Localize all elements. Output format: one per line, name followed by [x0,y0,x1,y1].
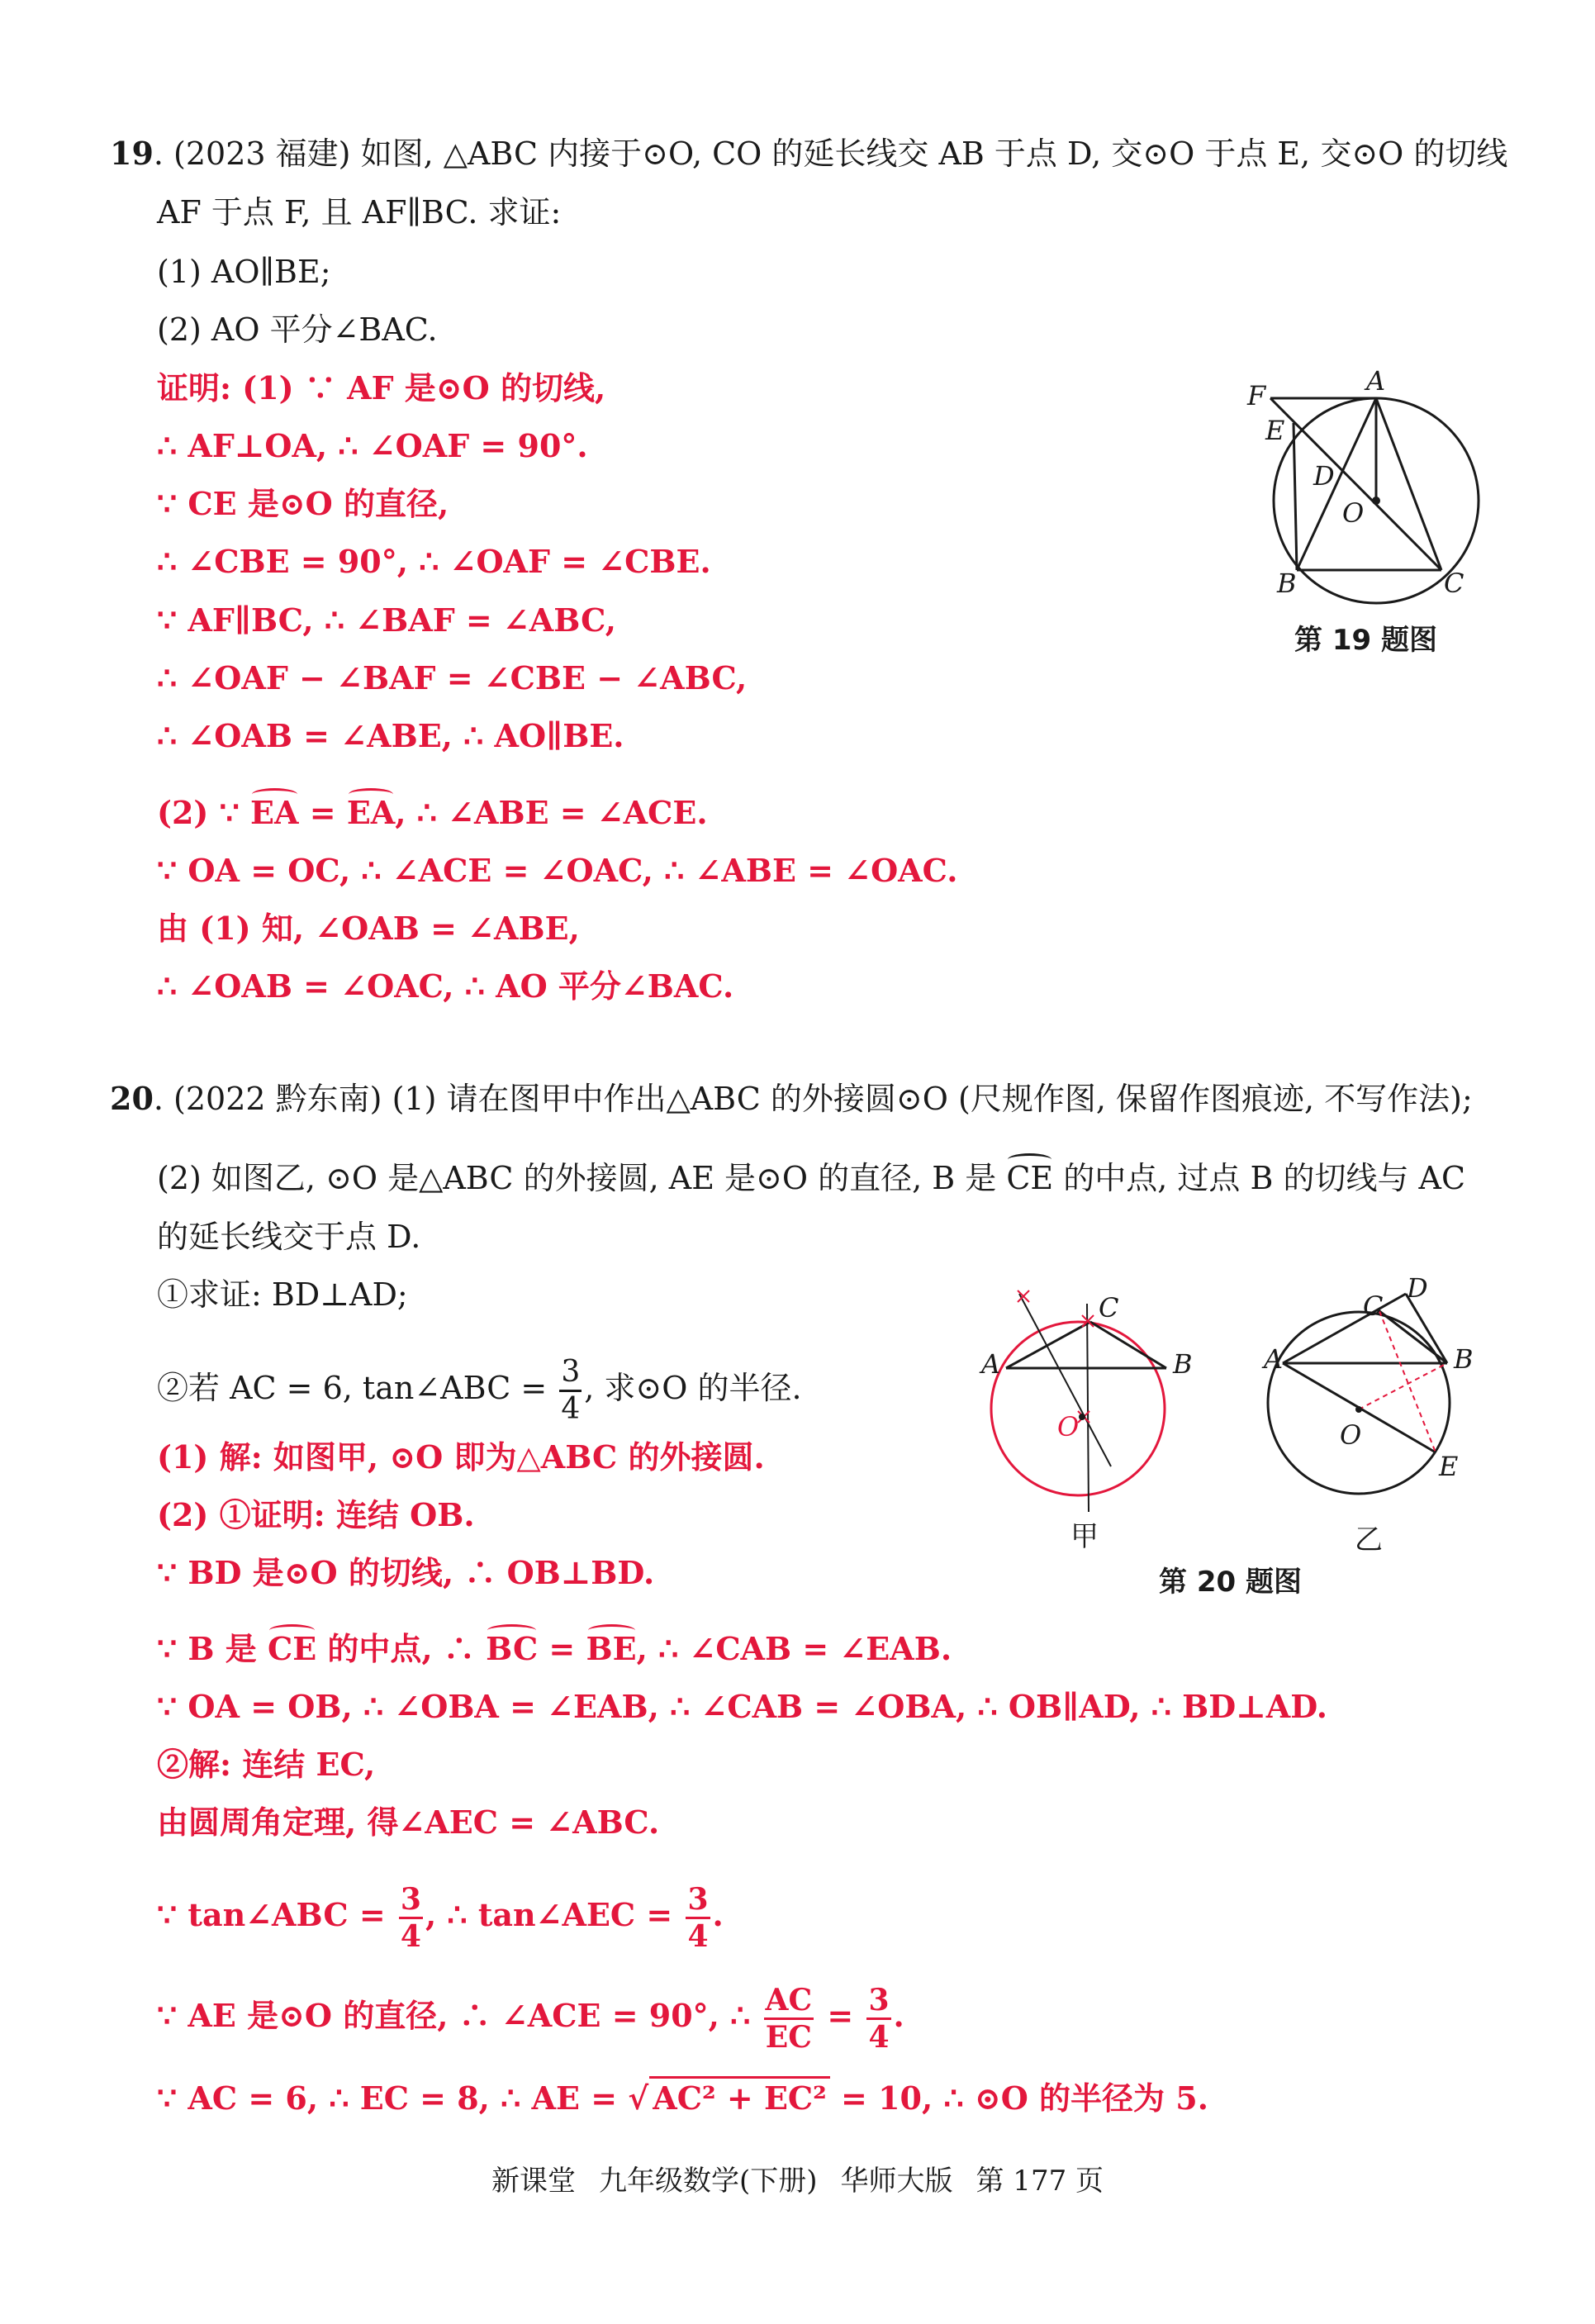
q20-stem-line2 [157,1158,1465,1198]
q20-s9-frac1-num: AC [764,1983,814,2020]
q20-sub-caption-yi: 乙 [1355,1523,1383,1556]
q19-sol-line3: ∵ CE 是⊙O 的直径, [157,485,449,522]
q19-figure-caption: 第 19 题图 [1294,624,1437,657]
q20-s8-frac2-den: 4 [687,1919,709,1954]
q20-sol-line2: (2) ①证明: 连结 OB. [157,1496,475,1533]
q19-sol-line4: ∴ ∠CBE = 90°, ∴ ∠OAF = ∠CBE. [157,543,711,580]
q20-jia-label-b: B [1173,1348,1193,1380]
footer-series: 新课堂 [491,2165,576,2198]
q20-item2-num: 3 [559,1355,582,1392]
q19-label-f: F [1247,380,1266,411]
q20-item2-post: , 求⊙O 的半径. [584,1370,802,1406]
q20-s8-frac1-den: 4 [400,1919,421,1954]
q19-stem-line2: AF 于点 F, 且 AF∥BC. 求证: [157,194,562,230]
q20-jia-label-o: O [1057,1411,1080,1442]
q19-number: 19 [110,135,154,172]
q20-yi-label-e: E [1439,1451,1459,1482]
q19-sol3-line1: ∵ OA = OC, ∴ ∠ACE = ∠OAC, ∴ ∠ABE = ∠OAC. [157,852,958,889]
q19-sol2-pre: (2) ∵ [157,794,251,831]
q20-s9-eq: = [816,1997,865,2034]
q20-figure-yi [1261,1272,1474,1494]
q20-s4-mid: 的中点, ∴ [316,1630,487,1667]
q20-s4-arc3: BE [586,1630,637,1667]
q20-yi-dashed-ob [1359,1363,1447,1409]
q20-yi-line-ad [1283,1294,1406,1363]
q20-stem2-pre: (2) 如图乙, ⊙O 是△ABC 的外接圆, AE 是⊙O 的直径, B 是 [157,1160,1007,1196]
q19-part2: (2) AO 平分∠BAC. [157,311,438,348]
q20-s4-arc2: BC [486,1630,539,1667]
q20-s10-radicand: AC² + EC² [649,2076,830,2118]
q19-line-be [1294,423,1297,570]
footer-edition: 华师大版 [840,2165,953,2198]
q19-sol2-arc1: EA [250,794,299,831]
q20-yi-label-b: B [1454,1343,1474,1375]
q19-sol3-line3: ∴ ∠OAB = ∠OAC, ∴ AO 平分∠BAC. [157,967,734,1005]
q19-sol2-arc2: EA [346,794,396,831]
q19-center-dot [1372,497,1380,505]
q20-s8-frac1 [399,1882,423,1954]
q20-s9-frac1-den: EC [765,2020,812,2055]
q19-stem-line1 [110,134,1507,173]
q20-s8-frac2-num: 3 [686,1882,710,1919]
q19-line-ac [1376,398,1441,570]
q20-sol-line4 [157,1629,952,1669]
q20-s9-frac1 [764,1983,814,2055]
q19-label-c: C [1444,568,1464,599]
q19-sol-line7: ∴ ∠OAB = ∠ABE, ∴ AO∥BE. [157,717,624,754]
q20-sub-caption-jia: 甲 [1070,1520,1099,1553]
q20-stem2-post: 的中点, 过点 B 的切线与 AC [1053,1160,1466,1196]
q20-sol-line10 [157,2076,1208,2118]
q20-s9-frac2-num: 3 [866,1983,890,2020]
q19-sol2-post: , ∴ ∠ABE = ∠ACE. [395,794,708,831]
q19-sol-line1: 证明: (1) ∵ AF 是⊙O 的切线, [157,369,606,406]
q20-jia-label-a: A [981,1348,1001,1380]
q20-s4-post: , ∴ ∠CAB = ∠EAB. [636,1630,952,1667]
q19-stem-text1: . (2023 福建) 如图, △ABC 内接于⊙O, CO 的延长线交 AB 于点 D, 交⊙O 于点 E, 交⊙O 的切线 [153,135,1508,172]
q19-sol3-line2: 由 (1) 知, ∠OAB = ∠ABE, [157,910,580,947]
q20-number: 20 [110,1080,154,1117]
q20-yi-label-o: O [1340,1419,1362,1451]
page-footer [0,2158,1595,2198]
q20-jia-circumcircle [991,1322,1165,1495]
q19-part1: (1) AO∥BE; [157,254,331,290]
q20-stem2-arc: CE [1006,1160,1054,1196]
q20-s8-frac1-num: 3 [399,1882,423,1919]
q20-jia-line-bc [1090,1322,1166,1368]
q20-item2-fraction [559,1355,582,1427]
q20-sol-line9 [157,1983,904,2055]
q20-sol-line6: ②解: 连结 EC, [157,1746,376,1783]
q19-label-b: B [1277,568,1297,599]
q20-stem-line3: 的延长线交于点 D. [157,1219,421,1255]
q20-s8-frac2 [686,1882,710,1954]
q19-figure [1239,364,1503,611]
q20-sol-line1: (1) 解: 如图甲, ⊙O 即为△ABC 的外接圆. [157,1438,765,1476]
q20-s4-arc1: CE [267,1630,317,1667]
q19-label-o: O [1342,497,1365,529]
footer-page-number: 第 177 页 [976,2165,1104,2198]
q20-s9-frac2-den: 4 [868,2020,890,2055]
q20-figure [966,1264,1503,1545]
footer-book: 九年级数学(下册) [598,2165,818,2198]
q20-yi-label-c: C [1363,1290,1384,1322]
q19-sol-line6: ∴ ∠OAF − ∠BAF = ∠CBE − ∠ABC, [157,659,748,696]
q20-jia-center-dot [1079,1414,1085,1420]
q19-sol-line2: ∴ AF⊥OA, ∴ ∠OAF = 90°. [157,427,588,464]
q20-figure-caption: 第 20 题图 [1159,1566,1302,1599]
q20-yi-center-dot [1355,1406,1362,1413]
q20-stem-line1 [110,1079,1473,1119]
q20-item2-pre: ②若 AC = 6, tan∠ABC = [157,1370,558,1406]
q20-sol-line8 [157,1882,724,1954]
q20-stem-text1: . (2022 黔东南) (1) 请在图甲中作出△ABC 的外接圆⊙O (尺规作图, 保留作图痕迹, 不写作法); [153,1081,1473,1117]
q20-s8-mid: , ∴ tan∠AEC = [425,1896,684,1933]
q19-label-a: A [1366,365,1386,397]
q20-s4-eq: = [538,1630,586,1667]
q20-yi-label-d: D [1407,1272,1428,1304]
q20-jia-label-c: C [1099,1292,1119,1324]
q20-s9-pre: ∵ AE 是⊙O 的直径, ∴ ∠ACE = 90°, ∴ [157,1997,762,2034]
q19-sol2-line1 [157,793,708,833]
q19-sol-line5: ∵ AF∥BC, ∴ ∠BAF = ∠ABC, [157,601,616,639]
q20-sol-line5: ∵ OA = OB, ∴ ∠OBA = ∠EAB, ∴ ∠CAB = ∠OBA, ∴ OB∥AD, ∴ BD⊥AD. [157,1688,1328,1725]
q20-s10-post: = 10, ∴ ⊙O 的半径为 5. [829,2079,1208,2117]
q20-item1: ①求证: BD⊥AD; [157,1276,408,1313]
q20-item2 [157,1355,802,1427]
q20-s8-post: . [712,1896,724,1933]
q19-label-d: D [1313,460,1335,492]
q20-figure-jia [979,1290,1193,1512]
q20-item2-den: 4 [561,1392,581,1426]
q20-yi-circle [1268,1312,1450,1494]
q20-s9-frac2 [866,1983,890,2055]
q19-label-e: E [1265,415,1285,446]
q20-jia-bisector-ab [1087,1304,1089,1512]
q20-s8-pre: ∵ tan∠ABC = [157,1896,396,1933]
q20-yi-label-a: A [1264,1343,1284,1375]
q20-s4-pre: ∵ B 是 [157,1630,268,1667]
q20-s10-pre: ∵ AC = 6, ∴ EC = 8, ∴ AE = √ [157,2079,649,2117]
q20-sol-line7: 由圆周角定理, 得∠AEC = ∠ABC. [157,1804,660,1841]
q20-s9-post: . [893,1997,904,2034]
q20-sol-line3: ∵ BD 是⊙O 的切线, ∴ OB⊥BD. [157,1554,655,1591]
q19-sol2-eq: = [298,794,347,831]
